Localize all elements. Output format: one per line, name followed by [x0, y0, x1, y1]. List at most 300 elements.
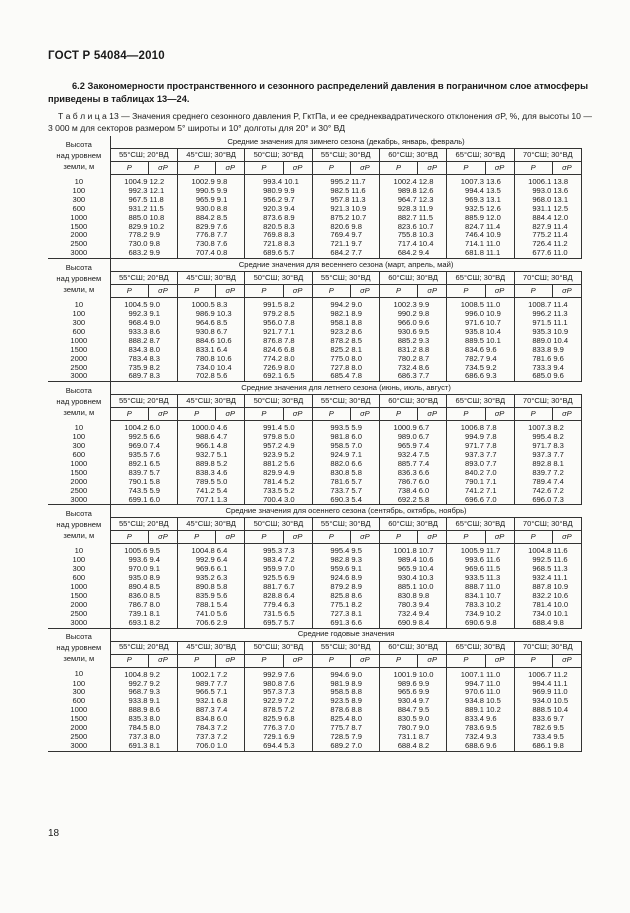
pressure-cell: 685.0 — [514, 372, 552, 381]
subheader-row — [48, 285, 582, 298]
pressure-cell: 893.0 — [465, 459, 485, 468]
sigma-subheader: σP — [552, 162, 581, 175]
sigma-cell: 5.9 — [350, 421, 379, 433]
pressure-cell: 969.9 — [532, 688, 552, 697]
height-cell: 1000 — [48, 214, 110, 223]
sigma-cell: 8.0 — [283, 364, 312, 373]
sigma-subheader: σP — [552, 654, 581, 667]
sigma-cell: 9.9 — [418, 680, 447, 689]
sigma-cell: 10.1 — [485, 337, 514, 346]
pressure-cell: 696.0 — [514, 496, 552, 505]
sigma-cell: 7.7 — [552, 451, 581, 460]
sigma-cell: 8.7 — [148, 337, 177, 346]
pressure-cell: 878.6 — [330, 706, 350, 715]
pressure-cell: 989.8 — [397, 186, 417, 195]
pressure-cell: 932.4 — [397, 451, 417, 460]
sigma-cell: 9.6 — [418, 319, 447, 328]
pressure-cell: 730.8 — [195, 240, 215, 249]
pressure-cell: 993.6 — [128, 556, 148, 565]
height-cell: 10 — [48, 667, 110, 679]
pressure-cell: 689.2 — [312, 742, 350, 751]
sigma-cell: 12.2 — [148, 175, 177, 187]
pressure-cell: 930.6 — [397, 327, 417, 336]
pressure-cell: 971.6 — [465, 318, 485, 327]
sigma-cell: 8.3 — [148, 372, 177, 381]
sigma-cell: 7.6 — [148, 451, 177, 460]
sigma-cell: 9.6 — [552, 372, 581, 381]
pressure-cell: 692.2 — [379, 496, 417, 505]
pressure-cell: 924.9 — [330, 451, 350, 460]
sigma-cell: 10.4 — [216, 364, 245, 373]
pressure-cell: 782.7 — [465, 354, 485, 363]
sigma-cell: 9.7 — [283, 196, 312, 205]
sigma-cell: 8.1 — [552, 460, 581, 469]
sigma-cell: 10.5 — [552, 697, 581, 706]
pressure-subheader: P — [379, 408, 417, 421]
sigma-cell: 9.3 — [485, 372, 514, 381]
pressure-cell: 790.1 — [465, 477, 485, 486]
pressure-cell: 786.7 — [128, 600, 148, 609]
pressure-cell: 833.6 — [532, 715, 552, 724]
pressure-cell: 1008.5 — [460, 300, 485, 310]
table-row — [48, 544, 582, 556]
sigma-cell: 5.8 — [216, 583, 245, 592]
sigma-cell: 9.9 — [148, 231, 177, 240]
subheader-row — [48, 162, 582, 175]
pressure-cell: 775.2 — [532, 231, 552, 240]
pressure-cell: 1007.3 — [528, 423, 552, 433]
pressure-cell: 781.4 — [263, 477, 283, 486]
pressure-cell: 888.9 — [128, 706, 148, 715]
pressure-cell: 993.0 — [532, 186, 552, 195]
height-header-line: над уровнем — [56, 520, 102, 530]
height-cell: 2500 — [48, 733, 110, 742]
sigma-cell: 10.9 — [485, 310, 514, 319]
sigma-cell: 8.3 — [148, 355, 177, 364]
sigma-cell: 8.9 — [283, 214, 312, 223]
sigma-subheader: σP — [216, 654, 245, 667]
sigma-cell: 7.8 — [485, 421, 514, 433]
height-cell: 3000 — [48, 249, 110, 258]
pressure-cell: 980.9 — [263, 186, 283, 195]
sigma-cell: 10.5 — [485, 697, 514, 706]
sector-header-row — [48, 518, 582, 531]
pressure-cell: 686.1 — [514, 742, 552, 751]
sigma-cell: 10.1 — [283, 175, 312, 187]
sigma-cell: 12.0 — [552, 214, 581, 223]
sigma-cell: 9.8 — [350, 223, 379, 232]
height-cell: 3000 — [48, 742, 110, 751]
pressure-cell: 885.0 — [128, 213, 148, 222]
pressure-cell: 835.3 — [128, 715, 148, 724]
sigma-cell: 5.0 — [216, 478, 245, 487]
sigma-cell: 8.8 — [418, 346, 447, 355]
height-header — [48, 382, 110, 421]
sigma-cell: 9.3 — [350, 556, 379, 565]
pressure-cell: 1007.1 — [460, 669, 485, 679]
table-row — [48, 706, 582, 715]
table-row — [48, 565, 582, 574]
sector-header-row — [48, 272, 582, 285]
height-header — [48, 505, 110, 544]
pressure-cell: 980.8 — [263, 679, 283, 688]
sigma-cell: 9.2 — [148, 680, 177, 689]
pressure-cell: 932.5 — [465, 204, 485, 213]
pressure-cell: 994.7 — [465, 679, 485, 688]
pressure-cell: 726.9 — [263, 363, 283, 372]
pressure-cell: 889.8 — [195, 459, 215, 468]
sigma-cell: 11.4 — [552, 223, 581, 232]
sigma-cell: 8.0 — [350, 364, 379, 373]
pressure-cell: 935.2 — [195, 574, 215, 583]
pressure-cell: 1006.7 — [528, 669, 552, 679]
sigma-cell: 13.1 — [552, 196, 581, 205]
pressure-cell: 1001.8 — [393, 546, 417, 556]
pressure-cell: 1004.8 — [124, 669, 148, 679]
height-cell: 3000 — [48, 372, 110, 381]
table-row — [48, 328, 582, 337]
sigma-cell: 8.3 — [216, 298, 245, 310]
table-row — [48, 715, 582, 724]
pressure-cell: 689.7 — [110, 372, 148, 381]
height-cell: 100 — [48, 556, 110, 565]
pressure-subheader: P — [110, 654, 148, 667]
sigma-cell: 5.4 — [216, 487, 245, 496]
block-caption: Средние значения для зимнего сезона (декабрь, январь, февраль) — [110, 136, 581, 149]
pressure-cell: 737.3 — [128, 732, 148, 741]
sigma-subheader: σP — [216, 285, 245, 298]
sigma-cell: 9.5 — [350, 544, 379, 556]
pressure-cell: 1000.9 — [393, 423, 417, 433]
table-row — [48, 583, 582, 592]
sigma-cell: 11.0 — [485, 680, 514, 689]
sigma-cell: 8.8 — [216, 205, 245, 214]
pressure-cell: 1004.8 — [191, 546, 215, 556]
sigma-subheader: σP — [148, 531, 177, 544]
sector-header-row — [48, 395, 582, 408]
sigma-subheader: σP — [350, 285, 379, 298]
block-caption-row — [48, 136, 582, 149]
pressure-cell: 783.4 — [128, 354, 148, 363]
sigma-cell: 7.7 — [216, 680, 245, 689]
pressure-cell: 969.6 — [465, 565, 485, 574]
pressure-cell: 968.7 — [128, 688, 148, 697]
sigma-cell: 10.9 — [485, 231, 514, 240]
pressure-cell: 981.9 — [330, 679, 350, 688]
pressure-cell: 884.2 — [195, 213, 215, 222]
sigma-cell: 11.3 — [485, 574, 514, 583]
sigma-cell: 6.6 — [418, 469, 447, 478]
height-cell: 300 — [48, 319, 110, 328]
table-row — [48, 442, 582, 451]
table-row — [48, 469, 582, 478]
pressure-cell: 685.4 — [312, 372, 350, 381]
height-header-line: Высота — [65, 632, 92, 642]
table-row — [48, 610, 582, 619]
pressure-cell: 688.6 — [447, 742, 485, 751]
pressure-cell: 982.8 — [330, 556, 350, 565]
pressure-cell: 690.3 — [312, 496, 350, 505]
sigma-cell: 5.2 — [283, 451, 312, 460]
sigma-cell: 8.2 — [148, 364, 177, 373]
pressure-cell: 734.0 — [195, 363, 215, 372]
sigma-cell: 7.0 — [283, 724, 312, 733]
sigma-cell: 7.6 — [283, 667, 312, 679]
pressure-cell: 731.1 — [397, 732, 417, 741]
pressure-subheader: P — [245, 531, 283, 544]
pressure-cell: 996.0 — [465, 310, 485, 319]
sigma-cell: 10.0 — [552, 601, 581, 610]
sigma-cell: 8.3 — [283, 223, 312, 232]
sigma-subheader: σP — [283, 408, 312, 421]
sigma-cell: 7.3 — [283, 544, 312, 556]
pressure-subheader: P — [379, 162, 417, 175]
sigma-cell: 8.6 — [148, 328, 177, 337]
pressure-cell: 885.7 — [397, 459, 417, 468]
pressure-cell: 925.5 — [263, 574, 283, 583]
pressure-cell: 721.8 — [263, 240, 283, 249]
sector-header: 45°СШ; 30°ВД — [177, 272, 244, 285]
sector-header: 45°СШ; 30°ВД — [177, 641, 244, 654]
pressure-cell: 921.7 — [263, 327, 283, 336]
pressure-cell: 932.4 — [532, 574, 552, 583]
sigma-cell: 8.5 — [216, 214, 245, 223]
block-caption-row — [48, 505, 582, 518]
table-row — [48, 364, 582, 373]
pressure-cell: 726.4 — [532, 240, 552, 249]
pressure-cell: 979.8 — [263, 433, 283, 442]
height-header-line: над уровнем — [56, 643, 102, 653]
pressure-cell: 892.1 — [128, 459, 148, 468]
sigma-cell: 7.8 — [485, 442, 514, 451]
sigma-cell: 10.6 — [216, 355, 245, 364]
height-cell: 600 — [48, 697, 110, 706]
sigma-cell: 13.8 — [552, 175, 581, 187]
sigma-cell: 9.8 — [552, 619, 581, 628]
sigma-cell: 6.8 — [216, 697, 245, 706]
sigma-cell: 8.0 — [350, 715, 379, 724]
pressure-cell: 830.5 — [397, 715, 417, 724]
pressure-cell: 733.7 — [330, 486, 350, 495]
pressure-cell: 706.6 — [177, 619, 215, 628]
sigma-cell: 9.8 — [552, 742, 581, 751]
height-cell: 2500 — [48, 364, 110, 373]
sigma-cell: 7.1 — [485, 478, 514, 487]
pressure-cell: 781.6 — [330, 477, 350, 486]
height-header — [48, 628, 110, 667]
sigma-cell: 8.6 — [350, 592, 379, 601]
sigma-cell: 9.9 — [283, 187, 312, 196]
pressure-cell: 779.4 — [263, 600, 283, 609]
sigma-cell: 10.6 — [418, 556, 447, 565]
height-cell: 10 — [48, 544, 110, 556]
sector-header: 50°СШ; 30°ВД — [245, 518, 312, 531]
pressure-cell: 1002.3 — [393, 300, 417, 310]
sigma-cell: 9.0 — [418, 715, 447, 724]
sigma-cell: 10.2 — [485, 610, 514, 619]
sigma-cell: 8.1 — [350, 346, 379, 355]
sigma-cell: 8.9 — [350, 697, 379, 706]
pressure-cell: 743.5 — [128, 486, 148, 495]
pressure-cell: 982.5 — [330, 186, 350, 195]
sigma-subheader: σP — [350, 162, 379, 175]
sector-header: 50°СШ; 30°ВД — [245, 272, 312, 285]
sigma-cell: 9.9 — [148, 249, 177, 258]
pressure-cell: 684.2 — [312, 249, 350, 258]
sigma-cell: 6.9 — [283, 574, 312, 583]
sigma-cell: 5.8 — [148, 478, 177, 487]
sigma-cell: 11.2 — [552, 667, 581, 679]
sector-header: 60°СШ; 30°ВД — [379, 149, 446, 162]
pressure-cell: 769.4 — [330, 231, 350, 240]
sigma-cell: 7.7 — [350, 249, 379, 258]
sigma-cell: 4.7 — [216, 433, 245, 442]
sigma-cell: 8.9 — [350, 574, 379, 583]
pressure-cell: 924.6 — [330, 574, 350, 583]
sigma-cell: 10.4 — [552, 337, 581, 346]
pressure-cell: 935.8 — [465, 327, 485, 336]
sigma-cell: 9.3 — [485, 733, 514, 742]
pressure-cell: 839.7 — [532, 468, 552, 477]
pressure-cell: 707.1 — [177, 496, 215, 505]
pressure-cell: 769.8 — [263, 231, 283, 240]
table-row — [48, 574, 582, 583]
pressure-cell: 1008.7 — [528, 300, 552, 310]
pressure-cell: 934.0 — [532, 697, 552, 706]
pressure-cell: 971.5 — [532, 318, 552, 327]
pressure-cell: 783.3 — [465, 600, 485, 609]
sector-header: 55°СШ; 30°ВД — [312, 518, 379, 531]
sigma-cell: 3.0 — [283, 496, 312, 505]
pressure-cell: 829.9 — [128, 222, 148, 231]
sigma-cell: 8.0 — [148, 724, 177, 733]
pressure-cell: 778.2 — [128, 231, 148, 240]
pressure-cell: 965.9 — [195, 195, 215, 204]
sigma-cell: 9.5 — [418, 328, 447, 337]
sigma-cell: 7.4 — [418, 442, 447, 451]
height-header — [48, 136, 110, 175]
block-caption: Средние значения для осеннего сезона (сентябрь, октябрь, ноябрь) — [110, 505, 581, 518]
sigma-cell: 10.9 — [552, 328, 581, 337]
pressure-cell: 1004.5 — [124, 300, 148, 310]
height-cell: 1500 — [48, 469, 110, 478]
sigma-cell: 11.0 — [485, 583, 514, 592]
sector-header: 45°СШ; 30°ВД — [177, 518, 244, 531]
pressure-cell: 993.5 — [330, 423, 350, 433]
sigma-cell: 5.2 — [216, 460, 245, 469]
sigma-cell: 4.9 — [283, 469, 312, 478]
pressure-cell: 686.6 — [447, 372, 485, 381]
table-row — [48, 319, 582, 328]
pressure-cell: 824.7 — [465, 222, 485, 231]
table-row — [48, 310, 582, 319]
pressure-cell: 928.3 — [397, 204, 417, 213]
table-row — [48, 601, 582, 610]
sigma-subheader: σP — [485, 408, 514, 421]
height-header-line: Высота — [65, 139, 92, 149]
sigma-cell: 8.5 — [350, 337, 379, 346]
sigma-cell: 5.9 — [148, 487, 177, 496]
pressure-cell: 790.1 — [128, 477, 148, 486]
pressure-subheader: P — [514, 654, 552, 667]
sigma-subheader: σP — [283, 654, 312, 667]
table-row — [48, 460, 582, 469]
sigma-cell: 13.1 — [485, 196, 514, 205]
sigma-cell: 9.4 — [418, 601, 447, 610]
pressure-cell: 937.3 — [465, 451, 485, 460]
pressure-cell: 994.4 — [465, 186, 485, 195]
sigma-cell: 8.5 — [283, 310, 312, 319]
pressure-cell: 885.1 — [397, 583, 417, 592]
pressure-cell: 746.4 — [465, 231, 485, 240]
height-cell: 2500 — [48, 487, 110, 496]
pressure-cell: 970.6 — [465, 688, 485, 697]
subheader-row — [48, 408, 582, 421]
pressure-cell: 789.4 — [532, 477, 552, 486]
sector-header: 55°СШ; 20°ВД — [110, 149, 177, 162]
height-cell: 1500 — [48, 715, 110, 724]
pressure-cell: 991.5 — [263, 300, 283, 310]
pressure-subheader: P — [447, 408, 485, 421]
sigma-cell: 9.8 — [418, 592, 447, 601]
pressure-cell: 820.5 — [263, 222, 283, 231]
sigma-cell: 6.3 — [283, 601, 312, 610]
height-cell: 600 — [48, 205, 110, 214]
table-row — [48, 487, 582, 496]
sigma-cell: 9.5 — [552, 724, 581, 733]
pressure-cell: 890.8 — [195, 583, 215, 592]
pressure-cell: 968.4 — [128, 318, 148, 327]
sigma-cell: 5.8 — [418, 496, 447, 505]
table-row — [48, 433, 582, 442]
sigma-cell: 9.0 — [148, 319, 177, 328]
sigma-subheader: σP — [485, 162, 514, 175]
pressure-cell: 1005.9 — [460, 546, 485, 556]
pressure-cell: 689.6 — [245, 249, 283, 258]
pressure-cell: 935.0 — [128, 574, 148, 583]
pressure-cell: 968.0 — [532, 195, 552, 204]
sigma-cell: 11.5 — [485, 565, 514, 574]
table-row — [48, 196, 582, 205]
sector-header-row — [48, 641, 582, 654]
sigma-cell: 7.3 — [283, 688, 312, 697]
height-cell: 2000 — [48, 231, 110, 240]
pressure-cell: 695.7 — [245, 619, 283, 628]
sigma-cell: 5.7 — [350, 478, 379, 487]
pressure-cell: 957.2 — [263, 442, 283, 451]
sigma-cell: 8.9 — [148, 574, 177, 583]
pressure-cell: 694.4 — [245, 742, 283, 751]
sigma-cell: 7.0 — [350, 742, 379, 751]
pressure-subheader: P — [245, 162, 283, 175]
sigma-cell: 13.5 — [485, 187, 514, 196]
sigma-cell: 8.4 — [418, 619, 447, 628]
sigma-cell: 12.1 — [148, 187, 177, 196]
sigma-cell: 7.6 — [283, 680, 312, 689]
pressure-cell: 1006.1 — [528, 177, 552, 186]
height-cell: 2500 — [48, 610, 110, 619]
sigma-subheader: σP — [283, 162, 312, 175]
sigma-cell: 7.2 — [552, 487, 581, 496]
sigma-cell: 11.4 — [552, 231, 581, 240]
pressure-cell: 889.5 — [465, 336, 485, 345]
sigma-cell: 9.4 — [418, 249, 447, 258]
pressure-cell: 830.8 — [397, 592, 417, 600]
pressure-cell: 824.6 — [263, 345, 283, 354]
sigma-cell: 1.0 — [216, 742, 245, 751]
pressure-cell: 780.8 — [195, 354, 215, 363]
sigma-cell: 9.8 — [216, 175, 245, 187]
